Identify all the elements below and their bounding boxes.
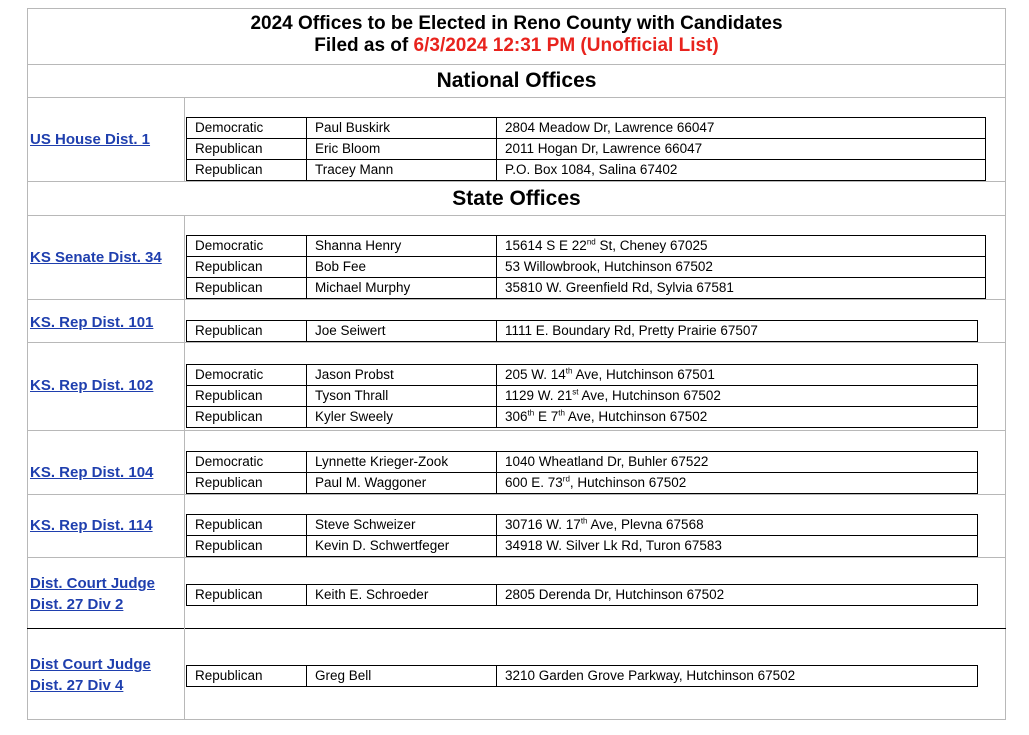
address-cell: 3210 Garden Grove Parkway, Hutchinson 67502: [497, 666, 978, 687]
office-title-line-1: Dist Court Judge: [30, 656, 151, 673]
table-row: [187, 585, 978, 606]
name-cell: Keith E. Schroeder: [307, 585, 497, 606]
name-cell: Joe Seiwert: [307, 321, 497, 342]
table-row: [187, 257, 986, 278]
candidate-table: [186, 364, 978, 428]
party-cell: Republican: [187, 139, 307, 160]
divider: [27, 430, 1006, 431]
name-cell: Greg Bell: [307, 666, 497, 687]
table-row: [187, 452, 978, 473]
party-cell: Democratic: [187, 452, 307, 473]
table-row: [187, 365, 978, 386]
name-cell: Tracey Mann: [307, 160, 497, 181]
address-cell: 30716 W. 17th Ave, Plevna 67568: [497, 515, 978, 536]
party-cell: Republican: [187, 536, 307, 557]
name-cell: Steve Schweizer: [307, 515, 497, 536]
party-cell: Republican: [187, 585, 307, 606]
office-title-line-1: Dist. Court Judge: [30, 575, 156, 592]
address-cell: 306th E 7th Ave, Hutchinson 67502: [497, 407, 978, 428]
office-title-line-2: Dist. 27 Div 2: [30, 596, 124, 613]
address-cell: 2804 Meadow Dr, Lawrence 66047: [497, 118, 986, 139]
party-cell: Democratic: [187, 236, 307, 257]
table-row: [187, 139, 986, 160]
name-cell: Kyler Sweely: [307, 407, 497, 428]
divider: [27, 628, 1006, 629]
divider: [27, 494, 1006, 495]
party-cell: Republican: [187, 473, 307, 494]
column-divider: [184, 215, 185, 720]
office-link-ks-rep-114[interactable]: KS. Rep Dist. 114: [30, 517, 153, 534]
party-cell: Republican: [187, 515, 307, 536]
table-row: [187, 515, 978, 536]
office-link-us-house-1[interactable]: US House Dist. 1: [30, 131, 151, 148]
table-row: [187, 473, 978, 494]
table-row: [187, 278, 986, 299]
section-national: National Offices: [436, 69, 597, 92]
office-link-ks-senate-34[interactable]: KS Senate Dist. 34: [30, 249, 162, 266]
party-cell: Republican: [187, 386, 307, 407]
address-cell: 2011 Hogan Dr, Lawrence 66047: [497, 139, 986, 160]
name-cell: Paul Buskirk: [307, 118, 497, 139]
address-cell: 15614 S E 22nd St, Cheney 67025: [497, 236, 986, 257]
name-cell: Kevin D. Schwertfeger: [307, 536, 497, 557]
table-row: [187, 407, 978, 428]
address-cell: 2805 Derenda Dr, Hutchinson 67502: [497, 585, 978, 606]
office-link-dist-court-div-2[interactable]: [30, 573, 180, 615]
name-cell: Tyson Thrall: [307, 386, 497, 407]
office-link-dist-court-div-4[interactable]: [30, 654, 180, 696]
address-cell: P.O. Box 1084, Salina 67402: [497, 160, 986, 181]
candidate-table: [186, 584, 978, 606]
candidate-table: [186, 235, 986, 299]
section-state: State Offices: [452, 187, 581, 210]
office-link-ks-rep-104[interactable]: KS. Rep Dist. 104: [30, 464, 154, 481]
party-cell: Republican: [187, 407, 307, 428]
party-cell: Democratic: [187, 365, 307, 386]
office-title-line-2: Dist. 27 Div 4: [30, 677, 124, 694]
divider: [27, 215, 1006, 216]
page-title: [27, 13, 1006, 57]
divider: [27, 342, 1006, 343]
address-cell: 1040 Wheatland Dr, Buhler 67522: [497, 452, 978, 473]
candidate-table: [186, 451, 978, 494]
address-cell: 34918 W. Silver Lk Rd, Turon 67583: [497, 536, 978, 557]
address-cell: 53 Willowbrook, Hutchinson 67502: [497, 257, 986, 278]
name-cell: Eric Bloom: [307, 139, 497, 160]
table-row: [187, 236, 986, 257]
party-cell: Republican: [187, 321, 307, 342]
address-cell: 1111 E. Boundary Rd, Pretty Prairie 67507: [497, 321, 978, 342]
address-cell: 205 W. 14th Ave, Hutchinson 67501: [497, 365, 978, 386]
table-row: [187, 118, 986, 139]
name-cell: Michael Murphy: [307, 278, 497, 299]
party-cell: Republican: [187, 257, 307, 278]
title-date: 6/3/2024 12:31 PM (Unofficial List): [413, 35, 719, 56]
divider: [27, 557, 1006, 558]
address-cell: 35810 W. Greenfield Rd, Sylvia 67581: [497, 278, 986, 299]
title-line-2-prefix: Filed as of: [314, 35, 414, 56]
name-cell: Lynnette Krieger-Zook: [307, 452, 497, 473]
title-line-1: 2024 Offices to be Elected in Reno County with Candidates: [250, 13, 783, 34]
party-cell: Republican: [187, 666, 307, 687]
candidate-table: [186, 320, 978, 342]
divider: [27, 299, 1006, 300]
party-cell: Republican: [187, 160, 307, 181]
candidate-table: [186, 117, 986, 181]
office-link-ks-rep-102[interactable]: KS. Rep Dist. 102: [30, 377, 154, 394]
divider: [27, 181, 1006, 182]
table-row: [187, 160, 986, 181]
name-cell: Paul M. Waggoner: [307, 473, 497, 494]
table-row: [187, 386, 978, 407]
address-cell: 1129 W. 21st Ave, Hutchinson 67502: [497, 386, 978, 407]
name-cell: Bob Fee: [307, 257, 497, 278]
office-link-ks-rep-101[interactable]: KS. Rep Dist. 101: [30, 314, 154, 331]
address-cell: 600 E. 73rd, Hutchinson 67502: [497, 473, 978, 494]
column-divider: [184, 97, 185, 181]
candidate-table: [186, 514, 978, 557]
divider: [27, 64, 1006, 65]
party-cell: Democratic: [187, 118, 307, 139]
table-row: [187, 536, 978, 557]
name-cell: Jason Probst: [307, 365, 497, 386]
candidate-table: [186, 665, 978, 687]
name-cell: Shanna Henry: [307, 236, 497, 257]
party-cell: Republican: [187, 278, 307, 299]
table-row: [187, 666, 978, 687]
table-row: [187, 321, 978, 342]
divider: [27, 97, 1006, 98]
